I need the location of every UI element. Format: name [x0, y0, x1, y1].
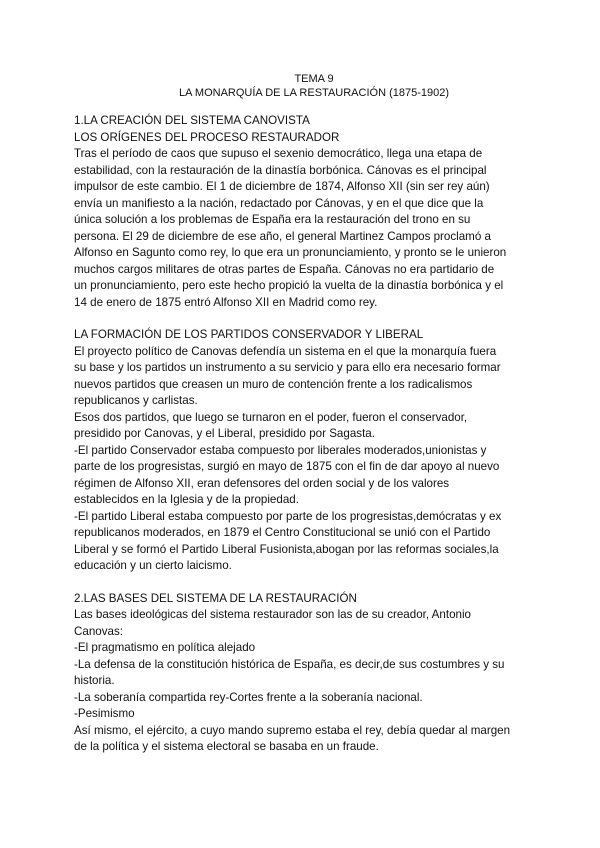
text-line: -La soberanía compartida rey-Cortes frente a la soberanía nacional. [74, 690, 423, 704]
section2-heading: 2.LAS BASES DEL SISTEMA DE LA RESTAURACIÓN [74, 591, 357, 605]
text-line: educación y un cierto laicismo. [74, 559, 232, 572]
text-line: impulsor de este cambio. El 1 de diciembre de 1874, Alfonso XII (sin ser rey aún) [74, 180, 490, 193]
text-line: su base y los partidos un instrumento a su servicio y para ello era necesario formar [74, 361, 501, 374]
text-line: Liberal y se formó el Partido Liberal Fusionista,abogan por las reformas sociales,la [74, 542, 499, 556]
text-line: Las bases ideológicas del sistema restaurador son las de su creador, Antonio [74, 608, 472, 621]
text-line: Canovas: [74, 624, 123, 638]
text-line: Tras el período de caos que supuso el sexenio democrático, llega una etapa de [74, 147, 483, 160]
text-line: establecidos en la Iglesia y de la propiedad. [74, 493, 299, 506]
text-line: Esos dos partidos, que luego se turnaron en el poder, fueron el conservador, [74, 410, 468, 424]
text-line: historia. [74, 674, 115, 687]
text-line: -Pesimismo [74, 707, 135, 720]
text-line: -El partido Liberal estaba compuesto por parte de los progresistas,demócratas y ex [74, 509, 502, 523]
text-line: republicanos moderados, en 1879 el Centro Constitucional se unió con el Partido [74, 526, 491, 539]
parties-heading: LA FORMACIÓN DE LOS PARTIDOS CONSERVADOR Y LIBERAL [74, 328, 424, 341]
section2-paragraph [74, 607, 534, 756]
title-line-topic: TEMA 9 [294, 73, 334, 85]
text-line: presidido por Canovas, y el Liberal, presidido por Sagasta. [74, 427, 375, 440]
text-line: Alfonso en Sagunto como rey, lo que era un pronunciamiento, y pronto se le unieron [74, 246, 507, 259]
text-line: republicanos y carlistas. [74, 394, 198, 407]
document-page [74, 72, 534, 756]
text-line: muchos cargos militares de otras partes de España. Cánovas no era partidario de [74, 262, 495, 276]
text-line: -El partido Conservador estaba compuesto por liberales moderados,unionistas y [74, 443, 487, 457]
text-line: estabilidad, con la restauración de la dinastía borbónica. Cánovas es el principal [74, 163, 487, 177]
text-line: -El pragmatismo en política alejado [74, 641, 256, 654]
text-line: persona. El 29 de diciembre de ese año, el general Martinez Campos proclamó a [74, 229, 491, 243]
text-line: El proyecto político de Canovas defendía un sistema en el que la monarquía fuera [74, 344, 497, 358]
text-line: de la política y el sistema electoral se basaba en un fraude. [74, 740, 379, 753]
title-line-main: LA MONARQUÍA DE LA RESTAURACIÓN (1875-1902) [179, 87, 449, 99]
text-line: -La defensa de la constitución histórica de España, es decir,de sus costumbres y su [74, 657, 505, 671]
text-line: 14 de enero de 1875 entró Alfonso XII en Madrid como rey. [74, 295, 378, 309]
text-line: parte de los progresistas, surgió en mayo de 1875 con el fin de dar apoyo al nuevo [74, 460, 500, 473]
document-title [74, 72, 534, 100]
section1-subheading: LOS ORÍGENES DEL PROCESO RESTAURADOR [74, 130, 340, 144]
text-line: un pronunciamiento, pero este hecho propició la vuelta de la dinastía borbónica y el [74, 279, 504, 292]
text-line: nuevos partidos que creasen un muro de contención frente a los radicalismos [74, 377, 473, 391]
text-line: Así mismo, el ejército, a cuyo mando supremo estaba el rey, debía quedar al margen [74, 723, 511, 737]
text-line: envía un manifiesto a la nación, redactado por Cánovas, y en el que dice que la [74, 196, 484, 210]
section1-paragraph [74, 146, 534, 311]
section1-heading: 1.LA CREACIÓN DEL SISTEMA CANOVISTA [74, 114, 310, 127]
text-line: única solución a los problemas de España era la restauración del trono en su [74, 213, 471, 226]
text-line: régimen de Alfonso XII, eran defensores del orden social y de los valores [74, 476, 450, 490]
parties-paragraph [74, 344, 534, 575]
